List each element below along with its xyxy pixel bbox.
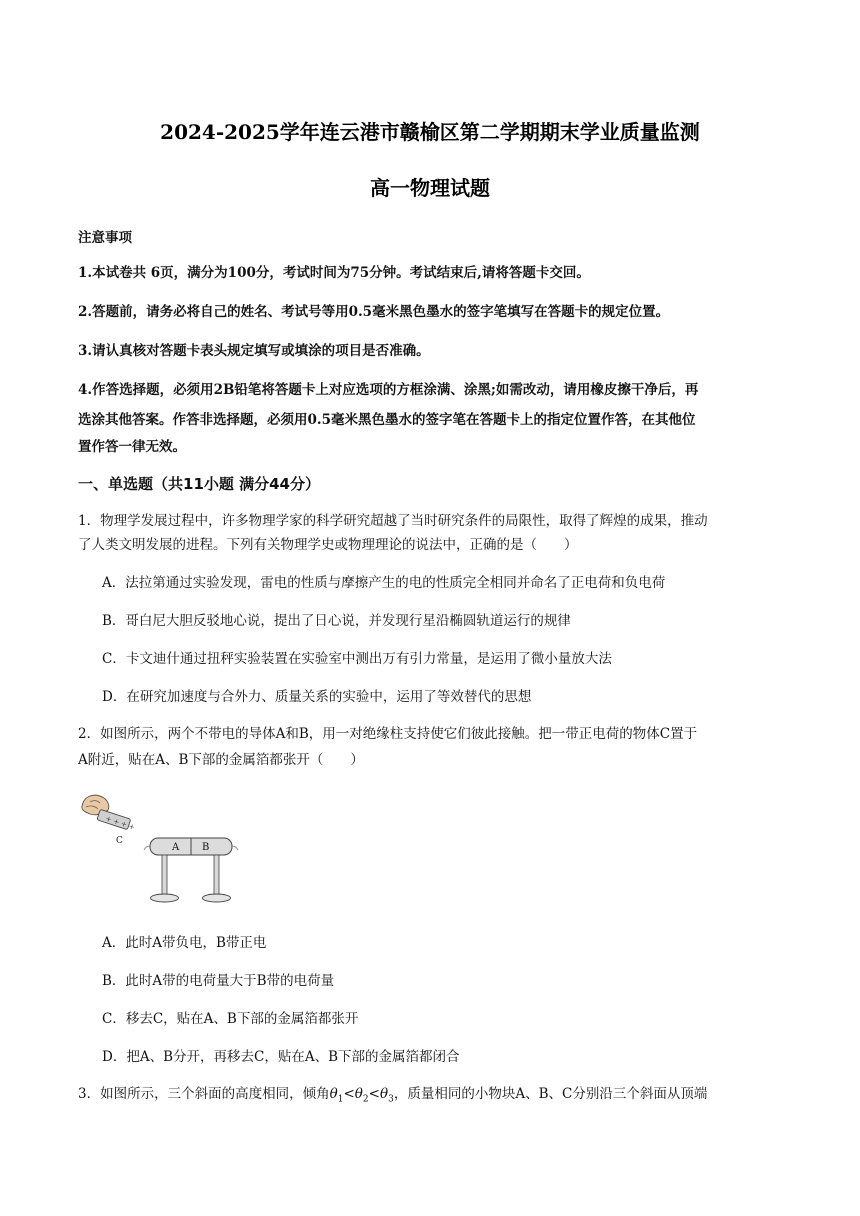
question-1-line: 1．物理学发展过程中，许多物理学家的科学研究超越了当时研究条件的局限性，取得了辉煌的成果，推动 <box>78 513 708 529</box>
label-a: A <box>172 842 180 853</box>
note-item: 3.请认真核对答题卡表头规定填写或填涂的项目是否准确。 <box>78 343 430 359</box>
label-b: B <box>202 842 210 853</box>
note-item: 2.答题前，请务必将自己的姓名、考试号等用0.5毫米黑色墨水的签字笔填写在答题卡的规定位置。 <box>78 304 670 320</box>
page-title: 2024-2025学年连云港市赣榆区第二学期期末学业质量监测 <box>160 120 700 144</box>
insulating-stand-right <box>203 855 231 902</box>
question-3-text: 3．如图所示，三个斜面的高度相同，倾角 <box>78 1086 330 1102</box>
charged-rod-c <box>97 809 136 831</box>
theta-subscript: 2 <box>362 1094 369 1105</box>
question-2-option-b: B．此时A带的电荷量大于B带的电荷量 <box>102 973 335 989</box>
notes-heading: 注意事项 <box>78 230 132 246</box>
note-item: 置作答一律无效。 <box>78 439 186 455</box>
question-2-line: 2．如图所示，两个不带电的导体A和B，用一对绝缘柱支持使它们彼此接触。把一带正电荷的物体C置于 <box>78 726 698 742</box>
question-1-option-b: B．哥白尼大胆反驳地心说，提出了日心说，并发现行星沿椭圆轨道运行的规律 <box>102 613 571 629</box>
page-subtitle: 高一物理试题 <box>370 176 490 200</box>
theta-symbol: θ <box>329 1086 338 1102</box>
less-than-symbol: < <box>368 1086 380 1102</box>
theta-symbol: θ <box>379 1086 389 1102</box>
question-2-option-d: D．把A、B分开，再移去C，贴在A、B下部的金属箔都闭合 <box>102 1049 460 1065</box>
conductor-ab <box>144 838 238 855</box>
note-item: 选涂其他答案。作答非选择题，必须用0.5毫米黑色墨水的签字笔在答题卡上的指定位置作答，在其他位 <box>78 412 696 428</box>
question-1-line: 了人类文明发展的进程。下列有关物理学史或物理理论的说法中，正确的是（ ） <box>78 537 578 553</box>
question-2-line: A附近，贴在A、B下部的金属箔都张开（ ） <box>78 752 364 768</box>
theta-subscript: 3 <box>388 1094 394 1105</box>
section-title: 一、单选题（共11小题 满分44分） <box>78 475 320 493</box>
note-item: 4.作答选择题，必须用2B铅笔将答题卡上对应选项的方框涂满、涂黑;如需改动，请用橡皮擦干净后，再 <box>78 382 699 398</box>
question-3-text: ，质量相同的小物块A、B、C分别沿三个斜面从顶端 <box>393 1086 708 1102</box>
conductor-figure <box>78 788 248 910</box>
note-item: 1.本试卷共 6页，满分为100分，考试时间为75分钟。考试结束后,请将答题卡交回。 <box>78 265 590 281</box>
label-c: C <box>116 836 123 846</box>
question-2-option-c: C．移去C，贴在A、B下部的金属箔都张开 <box>102 1011 359 1027</box>
insulating-stand-left <box>151 855 179 902</box>
question-1-option-d: D．在研究加速度与合外力、质量关系的实验中，运用了等效替代的思想 <box>102 689 532 705</box>
less-than-symbol: < <box>343 1086 355 1102</box>
question-2-option-a: A．此时A带负电，B带正电 <box>102 935 267 951</box>
svg-text:+ + + +: + + + + <box>104 814 136 832</box>
question-1-option-c: C．卡文迪什通过扭秤实验装置在实验室中测出万有引力常量，是运用了微小量放大法 <box>102 651 612 667</box>
theta-subscript: 1 <box>337 1094 344 1105</box>
theta-symbol: θ <box>354 1086 363 1102</box>
question-1-option-a: A．法拉第通过实验发现，雷电的性质与摩擦产生的电的性质完全相同并命名了正电荷和负电荷 <box>102 575 666 591</box>
question-3-line <box>78 1082 780 1112</box>
